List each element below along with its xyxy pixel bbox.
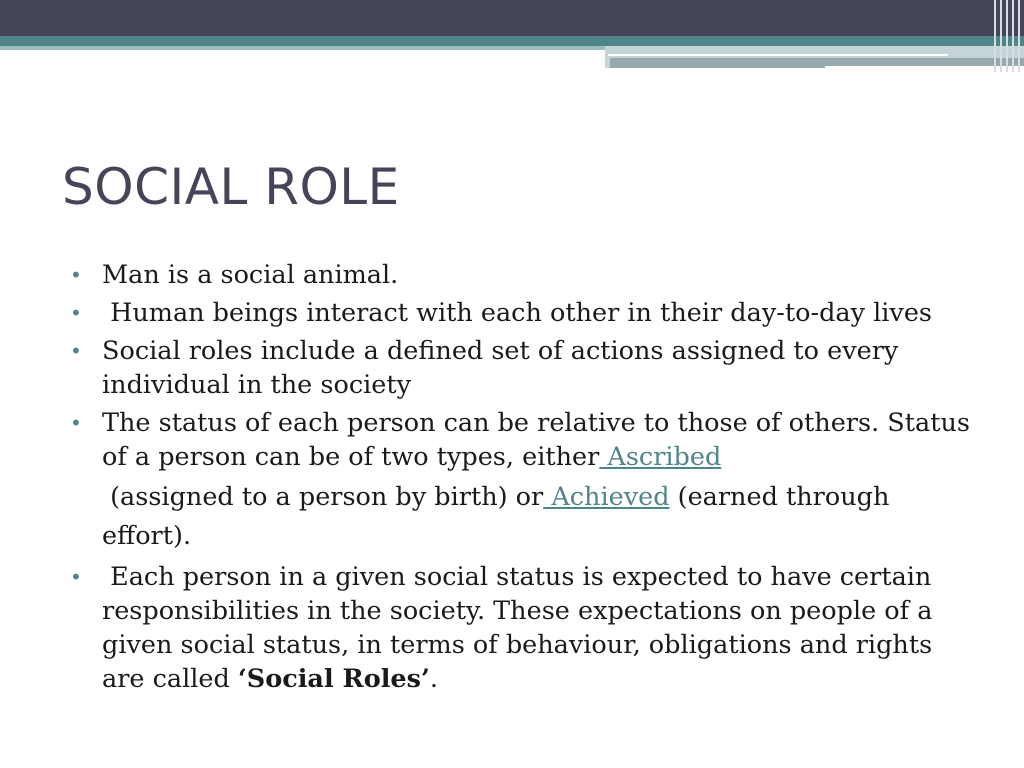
bullet-text: Human beings interact with each other in their day-to-day lives [102, 298, 932, 328]
bullet-icon: • [70, 263, 82, 287]
header-band-teal [0, 36, 1024, 46]
bullet-item [70, 334, 970, 402]
bullet-list [70, 258, 970, 700]
bullet-text: Social roles include a defined set of actions assigned to every individual in the society [102, 336, 899, 400]
bullet-icon: • [70, 411, 82, 435]
bullet-item [70, 258, 970, 292]
bullet-text: (earned through effort). [102, 482, 898, 551]
ascribed-link[interactable]: Ascribed [599, 442, 722, 472]
bullet-icon: • [70, 301, 82, 325]
header-vertical-line [1012, 0, 1014, 72]
bullet-item [70, 406, 970, 556]
bullet-item [70, 296, 970, 330]
bold-term: ‘Social Roles’ [237, 664, 430, 694]
bullet-icon: • [70, 565, 82, 589]
bullet-item [70, 560, 970, 696]
bullet-text: (assigned to a person by birth) or [102, 482, 544, 512]
header-vertical-line [994, 0, 996, 72]
bullet-icon: • [70, 339, 82, 363]
header-band-teal-light [0, 46, 605, 50]
bullet-text: The status of each person can be relative to those of others. Status of a person can be of two types, either [102, 408, 970, 472]
slide-title: SOCIAL ROLE [62, 158, 400, 216]
bullet-text: . [429, 664, 438, 694]
header-vertical-line [1006, 0, 1008, 72]
achieved-link[interactable]: Achieved [543, 482, 670, 512]
header-thin-line [608, 54, 948, 56]
header-band-dark [0, 0, 1024, 36]
header-vertical-line [1000, 0, 1002, 72]
header-vertical-line [1018, 0, 1020, 72]
bullet-text: Each person in a given social status is expected to have certain responsibilities in the society. These expectations on people of a given social status, in terms of behaviour, obligations and rights are called [102, 562, 941, 694]
bullet-text: Man is a social animal. [102, 260, 399, 290]
